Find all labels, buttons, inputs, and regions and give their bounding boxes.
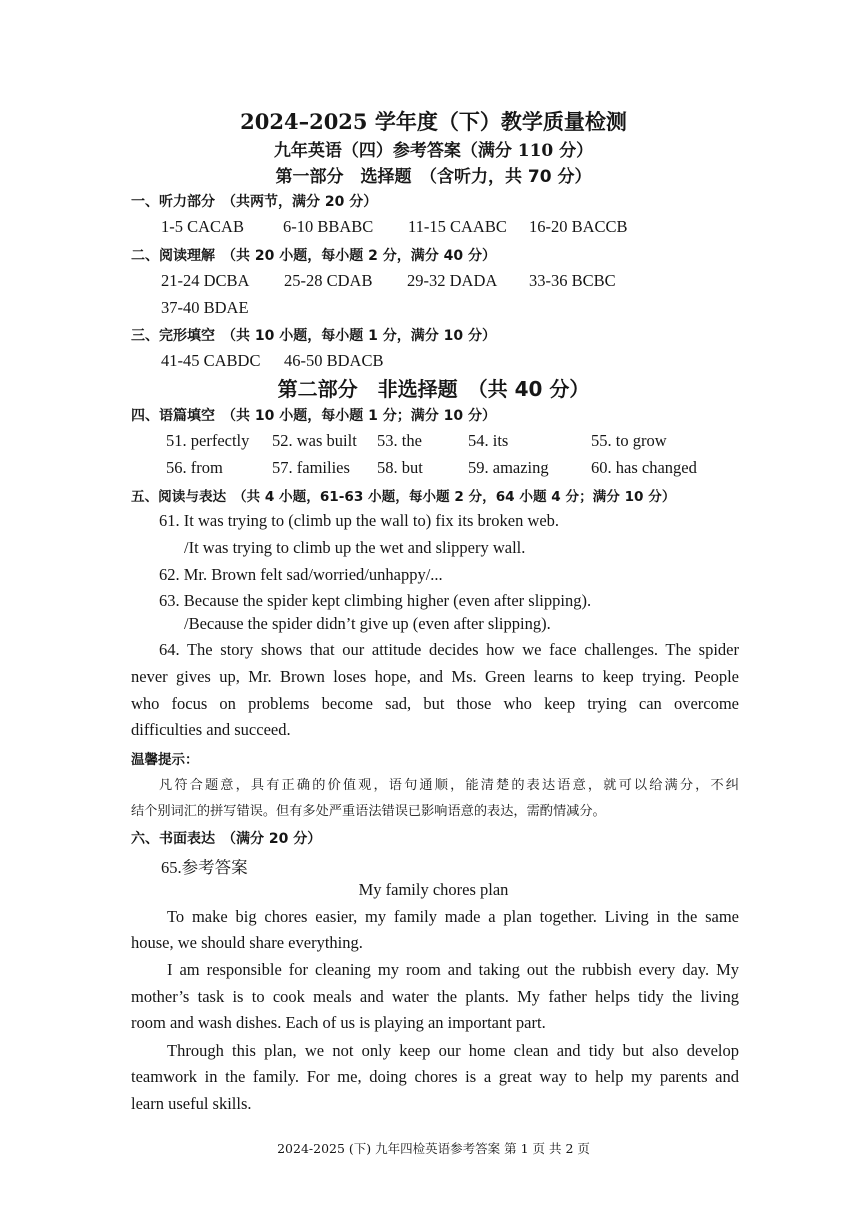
answer-group: 11-15 CAABC — [408, 217, 507, 236]
answer-group: 33-36 BCBC — [529, 271, 616, 290]
essay-line: I am responsible for cleaning my room and taking out the rubbish every day. My — [167, 960, 739, 979]
essay-line: room and wash dishes. Each of us is playing an important part. — [131, 1013, 546, 1032]
answer-group: 29-32 DADA — [407, 271, 498, 290]
part1-heading: 第一部分 选择题 （含听力，共 70 分） — [275, 167, 592, 187]
tip-line: 凡符合题意，具有正确的价值观，语句通顺，能清楚的表达语意，就可以给满分，不纠 — [159, 778, 739, 793]
reference-answer-label: 65.参考答案 — [161, 858, 248, 877]
answer-item: 58. but — [377, 458, 423, 477]
answer-item: 60. has changed — [591, 458, 697, 477]
section3-heading: 三、完形填空 （共 10 小题，每小题 1 分，满分 10 分） — [131, 328, 496, 344]
answer-item: 52. was built — [272, 431, 357, 450]
answer-64-line: difficulties and succeed. — [131, 720, 291, 739]
answer-group: 46-50 BDACB — [284, 351, 384, 370]
essay-line: mother’s task is to cook meals and water the plants. My father helps tidy the living — [131, 987, 739, 1006]
answer-item: 57. families — [272, 458, 350, 477]
answer-63: 63. Because the spider kept climbing higher (even after slipping). — [159, 591, 592, 610]
section2-heading: 二、阅读理解 （共 20 小题，每小题 2 分，满分 40 分） — [131, 248, 496, 264]
section1-heading: 一、听力部分 （共两节，满分 20 分） — [131, 194, 378, 210]
answer-item: 56. from — [166, 458, 223, 477]
answer-group: 37-40 BDAE — [161, 298, 249, 317]
essay-line: learn useful skills. — [131, 1094, 252, 1113]
answer-item: 53. the — [377, 431, 422, 450]
essay-title: My family chores plan — [358, 880, 509, 899]
page-subtitle: 九年英语（四）参考答案（满分 110 分） — [273, 141, 594, 161]
page-footer: 2024-2025 (下) 九年四检英语参考答案 第 1 页 共 2 页 — [277, 1141, 590, 1156]
answer-group: 25-28 CDAB — [284, 271, 373, 290]
essay-line: Through this plan, we not only keep our home clean and tidy but also develop — [167, 1041, 739, 1060]
essay-line: house, we should share everything. — [131, 933, 363, 952]
answer-item: 54. its — [468, 431, 509, 450]
answer-64-line: who focus on problems become sad, but those who keep trying can overcome — [131, 694, 739, 713]
tip-line: 结个别词汇的拼写错误。但有多处严重语法错误已影响语意的表达，需酌情减分。 — [131, 804, 606, 819]
answer-61-alt: /It was trying to climb up the wet and slippery wall. — [184, 538, 526, 557]
answer-group: 6-10 BBABC — [283, 217, 374, 236]
answer-group: 41-45 CABDC — [161, 351, 261, 370]
section5-heading: 五、阅读与表达 （共 4 小题，61-63 小题，每小题 2 分，64 小题 4 分；满分 10 分） — [131, 489, 676, 505]
answer-63-alt: /Because the spider didn’t give up (even after slipping). — [184, 614, 551, 633]
answer-64-line: never gives up, Mr. Brown loses hope, and Ms. Green learns to keep trying. People — [131, 667, 739, 686]
answer-item: 55. to grow — [591, 431, 667, 450]
answer-62: 62. Mr. Brown felt sad/worried/unhappy/... — [159, 565, 443, 584]
part2-heading: 第二部分 非选择题 （共 40 分） — [277, 377, 590, 401]
tip-label: 温馨提示： — [131, 752, 199, 768]
answer-group: 1-5 CACAB — [161, 217, 244, 236]
answer-item: 51. perfectly — [166, 431, 250, 450]
section6-heading: 六、书面表达 （满分 20 分） — [131, 831, 322, 847]
essay-line: To make big chores easier, my family made a plan together. Living in the same — [167, 907, 739, 926]
section4-heading: 四、语篇填空 （共 10 小题，每小题 1 分；满分 10 分） — [131, 408, 496, 424]
page-title: 2024–2025 学年度（下）教学质量检测 — [240, 109, 627, 134]
answer-64-line: 64. The story shows that our attitude decides how we face challenges. The spider — [159, 640, 739, 659]
answer-group: 16-20 BACCB — [529, 217, 628, 236]
answer-item: 59. amazing — [468, 458, 549, 477]
answer-61: 61. It was trying to (climb up the wall to) fix its broken web. — [159, 511, 560, 530]
answer-group: 21-24 DCBA — [161, 271, 250, 290]
essay-line: teamwork in the family. For me, doing chores is a great way to help my parents and — [131, 1067, 739, 1086]
